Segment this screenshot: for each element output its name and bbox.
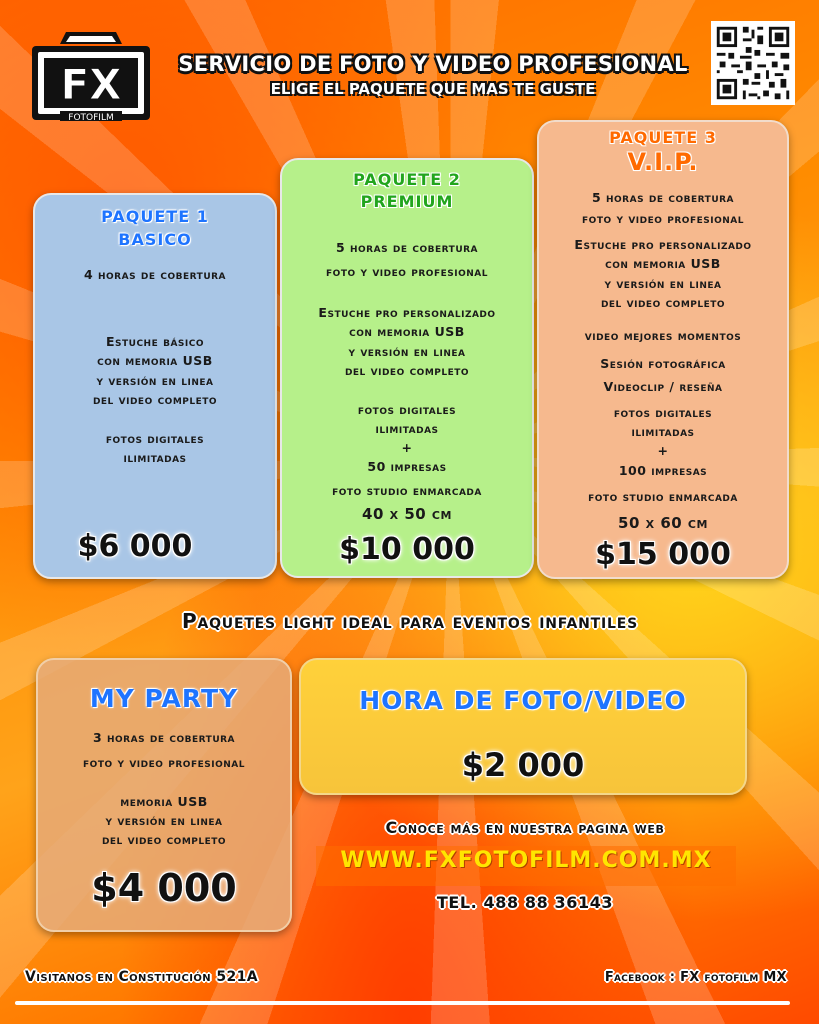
facebook-link[interactable]: Facebook : FX fotofilm MX <box>604 970 787 985</box>
package-price: $6 000 <box>77 529 193 564</box>
feature-line: video mejores momentos <box>584 328 742 343</box>
feature-line: 50 impresas <box>367 459 447 474</box>
feature-line: 50 x 60 cm <box>618 514 708 532</box>
feature-line: foto studio enmarcada <box>588 489 738 504</box>
feature-line: y versión en linea <box>96 373 214 388</box>
feature-line: y versión en linea <box>105 813 223 828</box>
feature-line: Estuche básico <box>105 334 205 349</box>
package-card-my-party[interactable] <box>36 658 292 932</box>
feature-line: fotos digitales <box>357 402 457 417</box>
qr-code[interactable] <box>711 21 795 105</box>
feature-line: foto y video profesional <box>326 264 488 279</box>
feature-line: con memoria USB <box>605 256 721 271</box>
feature-line: 40 x 50 cm <box>362 505 452 523</box>
feature-line: 100 impresas <box>618 463 708 478</box>
feature-line: con memoria USB <box>349 324 465 339</box>
package-tier: V.I.P. <box>627 148 699 176</box>
website-label: Conoce más en nuestra pagina web <box>385 818 665 837</box>
feature-line: ilimitadas <box>123 450 187 465</box>
package-card-premium[interactable] <box>280 158 534 578</box>
svg-text:FX: FX <box>60 60 122 109</box>
feature-line: del video completo <box>101 832 227 847</box>
feature-line: + <box>657 443 669 458</box>
package-tier: PREMIUM <box>360 192 454 211</box>
package-tier: BASICO <box>118 230 192 249</box>
package-price: $2 000 <box>461 746 585 784</box>
package-name: MY PARTY <box>89 684 239 713</box>
feature-line: 5 horas de cobertura <box>591 190 735 205</box>
feature-line: con memoria USB <box>97 353 213 368</box>
feature-line: 3 horas de cobertura <box>92 730 236 745</box>
feature-line: fotos digitales <box>613 405 713 420</box>
feature-line: foto studio enmarcada <box>332 483 482 498</box>
package-card-basic[interactable] <box>33 193 277 579</box>
package-price: $15 000 <box>595 537 731 572</box>
package-name: HORA DE FOTO/VIDEO <box>359 686 687 715</box>
feature-line: memoria USB <box>120 794 208 809</box>
divider <box>15 1001 790 1005</box>
feature-line: + <box>401 440 413 455</box>
feature-line: Estuche pro personalizado <box>574 237 752 252</box>
svg-text:FOTOFILM: FOTOFILM <box>68 113 114 123</box>
feature-line: ilimitadas <box>631 424 695 439</box>
feature-line: 5 horas de cobertura <box>335 240 479 255</box>
camera-logo-icon <box>30 28 152 124</box>
feature-line: foto y video profesional <box>83 755 245 770</box>
package-price: $4 000 <box>91 866 237 910</box>
feature-line: del video completo <box>600 295 726 310</box>
feature-line: 4 horas de cobertura <box>83 267 227 282</box>
package-card-hour[interactable] <box>299 658 747 795</box>
package-name: PAQUETE 1 <box>101 207 209 226</box>
feature-line: del video completo <box>344 363 470 378</box>
fx-fotofilm-logo <box>30 28 152 124</box>
package-price: $10 000 <box>339 532 475 567</box>
feature-line: Videoclip / reseña <box>603 379 723 394</box>
page-title: SERVICIO DE FOTO Y VIDEO PROFESIONAL <box>178 52 688 76</box>
phone-number[interactable]: TEL. 488 88 36143 <box>436 893 614 912</box>
package-name: PAQUETE 3 <box>609 128 717 147</box>
feature-line: Sesión fotográfica <box>600 356 726 371</box>
light-packages-heading: Paquetes light ideal para eventos infantiles <box>182 609 638 633</box>
address-text: Visitanos en Constitución 521A <box>25 969 258 985</box>
feature-line: ilimitadas <box>375 421 439 436</box>
feature-line: del video completo <box>92 392 218 407</box>
package-card-vip[interactable] <box>537 120 789 579</box>
page-subtitle: ELIGE EL PAQUETE QUE MAS TE GUSTE <box>270 80 596 98</box>
feature-line: fotos digitales <box>105 431 205 446</box>
feature-line: y versión en linea <box>348 344 466 359</box>
feature-line: Estuche pro personalizado <box>318 305 496 320</box>
feature-line: foto y video profesional <box>582 211 744 226</box>
qr-code-icon <box>711 21 795 105</box>
package-name: PAQUETE 2 <box>353 170 461 189</box>
website-link[interactable]: WWW.FXFOTOFILM.COM.MX <box>340 848 712 873</box>
feature-line: y versión en linea <box>604 276 722 291</box>
